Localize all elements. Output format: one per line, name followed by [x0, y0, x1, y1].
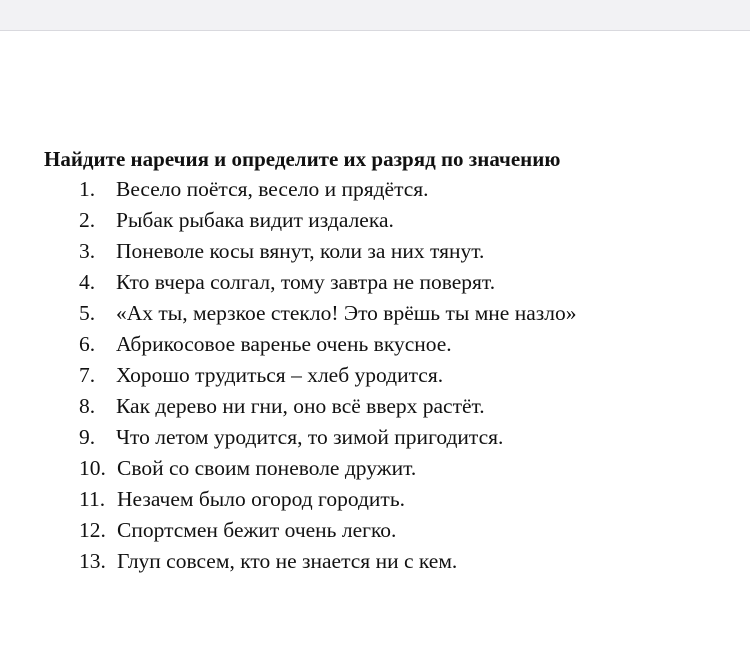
item-number: 3. — [79, 239, 96, 263]
item-text: Незачем было огород городить. — [117, 487, 405, 511]
item-number: 6. — [79, 332, 96, 356]
item-text: Хорошо трудиться – хлеб уродится. — [116, 363, 444, 387]
item-text: Кто вчера солгал, тому завтра не поверят. — [116, 270, 496, 294]
item-number: 8. — [79, 394, 96, 418]
item-text: Поневоле косы вянут, коли за них тянут. — [116, 239, 485, 263]
item-text: Спортсмен бежит очень легко. — [117, 518, 397, 542]
item-number: 12. — [79, 518, 106, 542]
item-number: 13. — [79, 549, 106, 573]
item-number: 2. — [79, 208, 96, 232]
item-text: Как дерево ни гни, оно всё вверх растёт. — [116, 394, 485, 418]
item-text: Абрикосовое варенье очень вкусное. — [116, 332, 452, 356]
document-title: Найдите наречия и определите их разряд по значению — [44, 147, 561, 171]
item-number: 11. — [79, 487, 106, 511]
item-text: Глуп совсем, кто не знается ни с кем. — [117, 549, 458, 573]
item-text: Свой со своим поневоле дружит. — [117, 456, 417, 480]
item-number: 5. — [79, 301, 96, 325]
item-text: Весело поётся, весело и прядётся. — [116, 177, 429, 201]
item-number: 4. — [79, 270, 96, 294]
item-number: 10. — [79, 456, 106, 480]
item-number: 9. — [79, 425, 96, 449]
item-text: «Ах ты, мерзкое стекло! Это врёшь ты мне назло» — [116, 301, 577, 325]
item-number: 7. — [79, 363, 96, 387]
item-text: Рыбак рыбака видит издалека. — [116, 208, 394, 232]
item-number: 1. — [79, 177, 96, 201]
item-text: Что летом уродится, то зимой пригодится. — [116, 425, 504, 449]
